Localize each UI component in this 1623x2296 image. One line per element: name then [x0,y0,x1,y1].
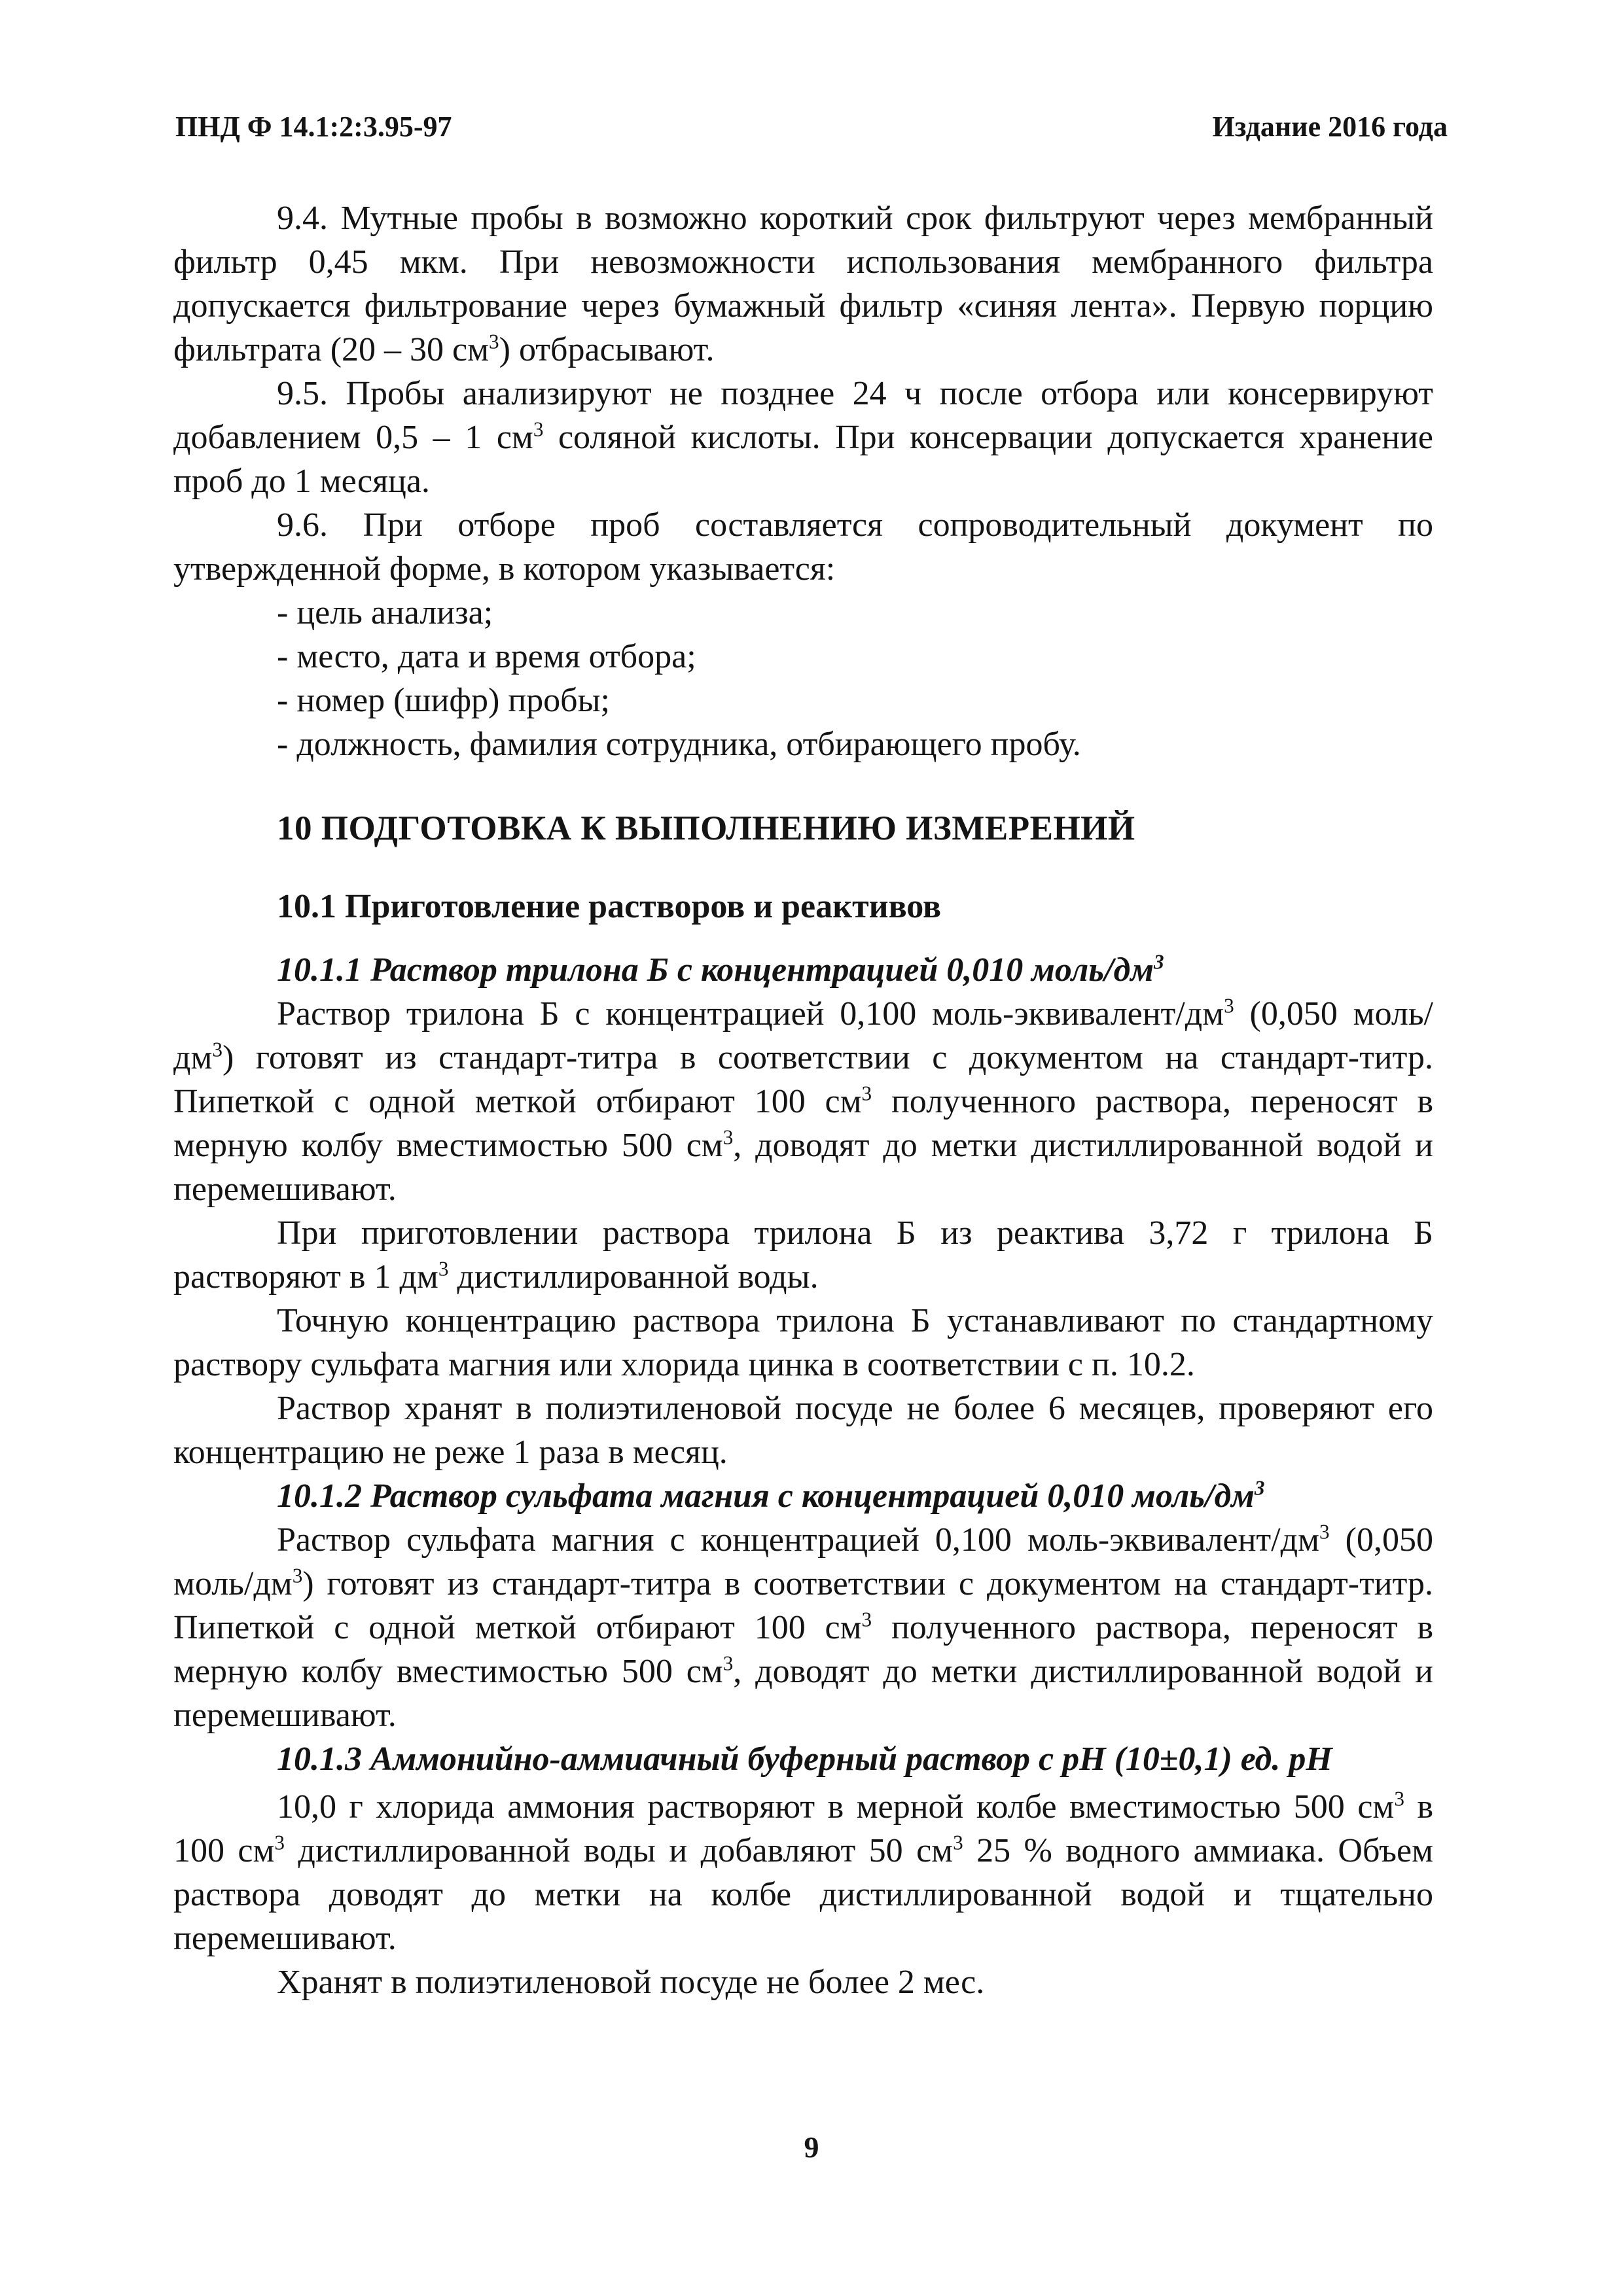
section-10-1-2-heading [173,1474,1433,1518]
edition-label: Издание 2016 года [1212,111,1448,143]
section-10-1-3-heading: 10.1.3 Аммонийно-аммиачный буферный раствор с pH (10±0,1) ед. pH [277,1740,1332,1778]
superscript: 3 [438,1257,449,1280]
text-run: дистиллированной воды и добавляют 50 см [285,1832,954,1869]
list-item: - цель анализа; [277,594,493,631]
text-run: (0,050 моль/дм [173,1521,1433,1602]
section-10-1-heading: 10.1 Приготовление растворов и реактивов [277,888,942,925]
superscript: 3 [292,1564,303,1587]
text-run: полученного раствора, переносят в мерную колбу вместимостью 500 см [173,1609,1433,1690]
paragraph-9-5 [173,372,1433,503]
text-run: (0,050 моль/дм [173,995,1434,1076]
paragraph-10-1-3-a [173,1785,1433,1960]
superscript: 3 [722,1651,734,1675]
text-run: , доводят до метки дистиллированной водой и перемешивают. [173,1127,1433,1208]
superscript: 3 [1394,1787,1404,1810]
paragraph-9-4 [173,196,1433,372]
paragraph-9-5-tail: соляной кислоты. При консервации допускается хранение проб до 1 месяца. [173,419,1433,500]
text-run: 10,0 г хлорида аммония растворяют в мерной колбе вместимостью 500 см [277,1788,1395,1826]
list-item: - номер (шифр) пробы; [277,682,611,719]
paragraph-10-1-2-a [173,1518,1433,1737]
paragraph-10-1-3-b: Хранят в полиэтиленовой посуде не более 2 мес. [277,1964,985,2001]
text-run: в 100 см [173,1788,1434,1869]
list-item: - место, дата и время отбора; [277,638,696,675]
text-run: При приготовлении раствора трилона Б из реактива 3,72 г трилона Б растворяют в 1 дм [173,1214,1433,1296]
section-10-1-1-heading [173,948,1433,992]
superscript: 3 [489,330,499,353]
superscript: 3 [212,1038,223,1061]
paragraph-10-1-1-c: Точную концентрацию раствора трилона Б устанавливают по стандартному раствору сульфата магния или хлорида цинка в соответствии с п. 10.2. [173,1302,1433,1383]
superscript: 3 [861,1608,872,1631]
list-item: - должность, фамилия сотрудника, отбирающего пробу. [277,726,1081,763]
section-10-1-2-title: 10.1.2 Раствор сульфата магния с концентрацией 0,010 моль/дм [277,1477,1255,1515]
superscript: 3 [861,1082,872,1105]
superscript: 3 [533,417,544,441]
superscript: 3 [953,1831,963,1854]
paragraph-9-4-text: 9.4. Мутные пробы в возможно короткий срок фильтруют через мембранный фильтр 0,45 мкм. При невозможности использования мембранного фильтра допускается фильтрование через бумажный фильтр «синяя лента». Первую порцию фильтрата (20 – 30 см [173,200,1433,368]
superscript: 3 [1254,1476,1265,1500]
paragraph-10-1-1-a [173,992,1433,1211]
document-code: ПНД Ф 14.1:2:3.95-97 [175,111,452,143]
superscript: 3 [274,1831,285,1854]
text-run: Раствор трилона Б с концентрацией 0,100 моль-эквивалент/дм [277,995,1224,1033]
text-run: полученного раствора, переносят в мерную колбу вместимостью 500 см [173,1083,1433,1164]
text-run: , доводят до метки дистиллированной водой и перемешивают. [173,1653,1433,1734]
paragraph-9-4-tail: ) отбрасывают. [499,331,715,368]
page-header [175,110,1448,156]
text-run: дистиллированной воды. [448,1258,819,1296]
superscript: 3 [1319,1520,1330,1544]
page-number: 9 [804,2130,819,2164]
paragraph-10-1-1-b [173,1211,1433,1299]
superscript: 3 [1153,950,1164,974]
paragraph-9-6: 9.6. При отборе проб составляется сопроводительный документ по утвержденной форме, в котором указывается: [173,506,1433,588]
section-10-1-1-title: 10.1.1 Раствор трилона Б с концентрацией 0,010 моль/дм [277,951,1154,989]
text-run: 25 % водного аммиака. Объем раствора доводят до метки на колбе дистиллированной водой и тщательно перемешивают. [173,1832,1433,1957]
text-run: Раствор сульфата магния с концентрацией 0,100 моль-эквивалент/дм [277,1521,1319,1559]
superscript: 3 [1224,994,1234,1017]
section-10-heading: 10 ПОДГОТОВКА К ВЫПОЛНЕНИЮ ИЗМЕРЕНИЙ [277,809,1135,847]
superscript: 3 [722,1125,734,1149]
page-content [173,196,1433,2004]
paragraph-9-5-text: 9.5. Пробы анализируют не позднее 24 ч после отбора или консервируют добавлением 0,5 – 1 см [173,375,1433,456]
paragraph-10-1-1-d: Раствор хранят в полиэтиленовой посуде не более 6 месяцев, проверяют его концентрацию не реже 1 раза в месяц. [173,1390,1433,1471]
text-run: ) готовят из стандарт-титра в соответствии с документом на стандарт-титр. Пипеткой с одной меткой отбирают 100 см [173,1039,1433,1120]
text-run: ) готовят из стандарт-титра в соответствии с документом на стандарт-титр. Пипеткой с одной меткой отбирают 100 см [173,1565,1433,1646]
